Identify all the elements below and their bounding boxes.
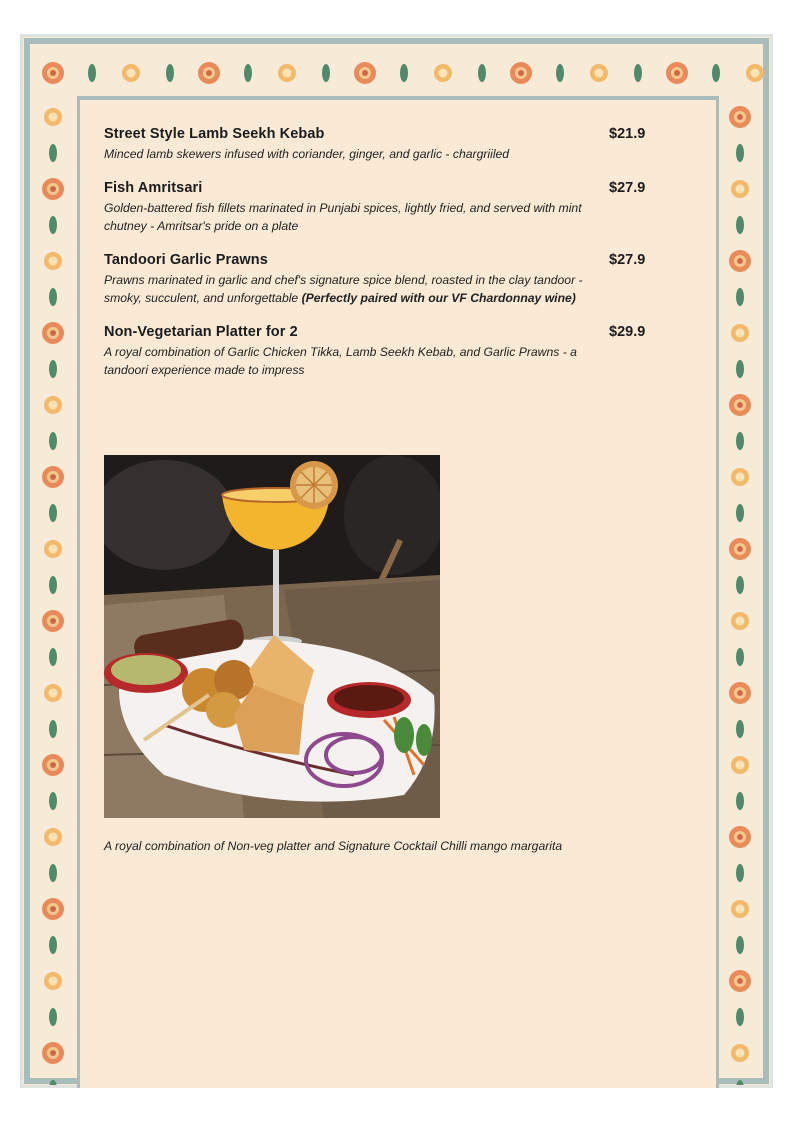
border-flower-icon (44, 108, 62, 126)
border-leaf-icon (49, 216, 57, 234)
item-price: $27.9 (609, 180, 646, 196)
border-leaf-icon (736, 216, 744, 234)
item-name: Tandoori Garlic Prawns (104, 252, 268, 268)
border-flower-icon (729, 106, 751, 128)
border-leaf-icon (736, 648, 744, 666)
border-flower-icon (278, 64, 296, 82)
border-flower-icon (729, 538, 751, 560)
border-flower-icon (44, 828, 62, 846)
border-leaf-icon (478, 64, 486, 82)
item-price: $27.9 (609, 252, 646, 268)
platter-cocktail-photo (104, 455, 440, 818)
border-flower-icon (590, 64, 608, 82)
border-flower-icon (44, 540, 62, 558)
border-leaf-icon (49, 936, 57, 954)
border-flower-icon (731, 180, 749, 198)
item-name: Non-Vegetarian Platter for 2 (104, 324, 298, 340)
border-leaf-icon (736, 720, 744, 738)
border-flower-icon (122, 64, 140, 82)
border-flower-icon (42, 898, 64, 920)
border-leaf-icon (244, 64, 252, 82)
border-leaf-icon (49, 504, 57, 522)
border-leaf-icon (736, 432, 744, 450)
border-leaf-icon (736, 936, 744, 954)
border-leaf-icon (736, 288, 744, 306)
border-flower-icon (731, 324, 749, 342)
menu-item (104, 126, 649, 163)
border-leaf-icon (400, 64, 408, 82)
item-price: $21.9 (609, 126, 646, 142)
border-leaf-icon (49, 720, 57, 738)
menu-items (104, 126, 649, 396)
menu-item (104, 252, 649, 307)
border-leaf-icon (49, 288, 57, 306)
border-leaf-icon (736, 864, 744, 882)
border-flower-icon (731, 756, 749, 774)
border-flower-icon (44, 684, 62, 702)
border-flower-icon (42, 62, 64, 84)
border-leaf-icon (322, 64, 330, 82)
border-leaf-icon (49, 432, 57, 450)
border-leaf-icon (736, 1008, 744, 1026)
border-flower-icon (42, 1042, 64, 1064)
border-leaf-icon (712, 64, 720, 82)
border-flower-icon (44, 972, 62, 990)
border-flower-icon (434, 64, 452, 82)
border-flower-icon (42, 466, 64, 488)
border-leaf-icon (166, 64, 174, 82)
border-leaf-icon (736, 792, 744, 810)
border-leaf-icon (49, 1008, 57, 1026)
border-leaf-icon (736, 360, 744, 378)
border-leaf-icon (49, 360, 57, 378)
item-description: Prawns marinated in garlic and chef's signature spice blend, roasted in the clay tandoor - smoky, succulent, and unforgettable (Perfectly paired with our VF Chardonnay wine) (104, 273, 583, 305)
border-flower-icon (729, 826, 751, 848)
border-flower-icon (42, 610, 64, 632)
border-flower-icon (731, 900, 749, 918)
border-flower-icon (729, 682, 751, 704)
border-leaf-icon (49, 144, 57, 162)
border-flower-icon (44, 396, 62, 414)
photo-caption: A royal combination of Non-veg platter and Signature Cocktail Chilli mango margarita (104, 839, 563, 853)
border-flower-icon (198, 62, 220, 84)
border-flower-icon (729, 394, 751, 416)
border-flower-icon (666, 62, 688, 84)
item-description: Golden-battered fish fillets marinated in Punjabi spices, lightly fried, and served with mint chutney - Amritsar's pride on a plate (104, 201, 582, 233)
item-name: Fish Amritsari (104, 180, 203, 196)
border-leaf-icon (49, 864, 57, 882)
border-flower-icon (729, 250, 751, 272)
border-leaf-icon (634, 64, 642, 82)
border-leaf-icon (88, 64, 96, 82)
border-flower-icon (731, 612, 749, 630)
border-leaf-icon (556, 64, 564, 82)
border-flower-icon (44, 252, 62, 270)
border-leaf-icon (49, 792, 57, 810)
border-flower-icon (731, 468, 749, 486)
border-leaf-icon (736, 576, 744, 594)
border-flower-icon (42, 178, 64, 200)
menu-item (104, 324, 649, 379)
item-name: Street Style Lamb Seekh Kebab (104, 126, 325, 142)
border-flower-icon (354, 62, 376, 84)
border-flower-icon (729, 970, 751, 992)
border-leaf-icon (49, 648, 57, 666)
border-flower-icon (731, 1044, 749, 1062)
border-leaf-icon (736, 144, 744, 162)
border-flower-icon (510, 62, 532, 84)
menu-item (104, 180, 649, 235)
item-price: $29.9 (609, 324, 646, 340)
wine-pairing-note: (Perfectly paired with our VF Chardonnay wine) (301, 291, 576, 305)
item-description: Minced lamb skewers infused with coriander, ginger, and garlic - chargriiled (104, 147, 510, 161)
border-flower-icon (746, 64, 764, 82)
item-description: A royal combination of Garlic Chicken Tikka, Lamb Seekh Kebab, and Garlic Prawns - a tandoori experience made to impress (104, 345, 577, 377)
border-flower-icon (42, 322, 64, 344)
border-leaf-icon (49, 576, 57, 594)
border-flower-icon (42, 754, 64, 776)
border-leaf-icon (736, 504, 744, 522)
